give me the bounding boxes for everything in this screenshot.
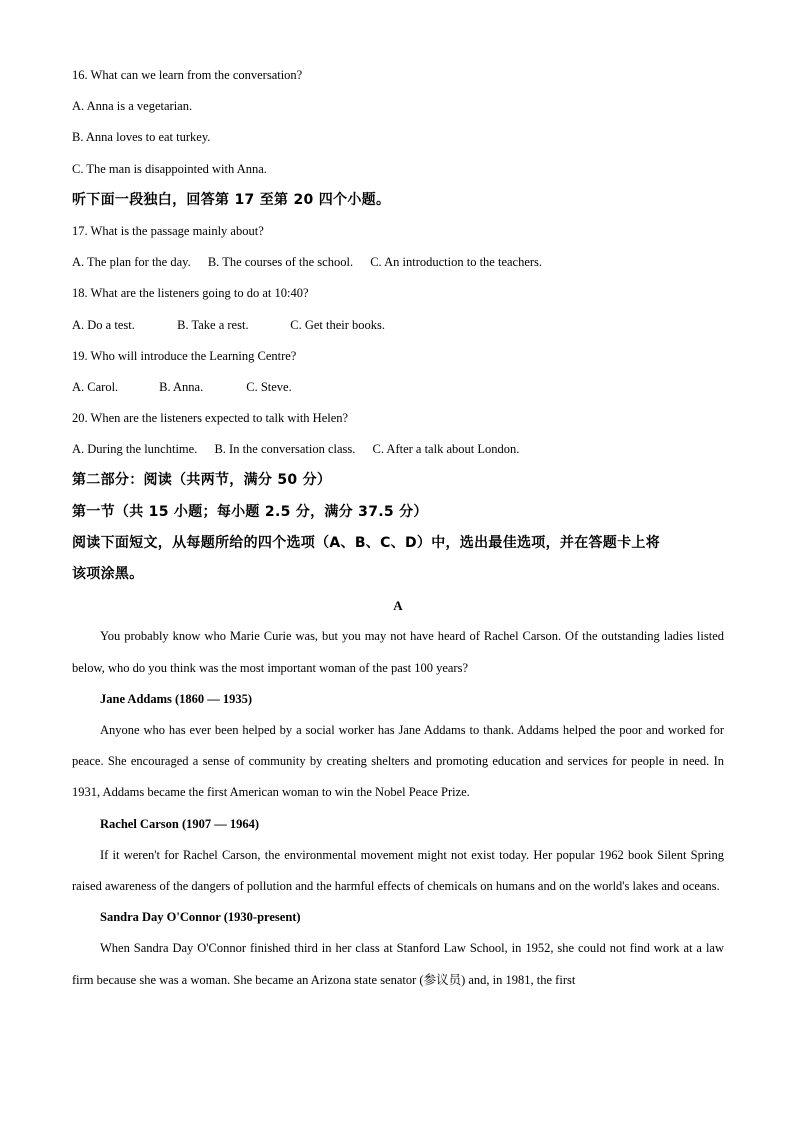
- q16-option-b: B. Anna loves to eat turkey.: [72, 130, 211, 145]
- q19-option-c: C. Steve.: [246, 379, 292, 394]
- reading-instruction-line1: 阅读下面短文，从每题所给的四个选项（A、B、C、D）中，选出最佳选项，并在答题卡上将: [72, 534, 660, 551]
- q20-option-b: B. In the conversation class.: [214, 442, 356, 457]
- question-17: 17. What is the passage mainly about?: [72, 223, 264, 238]
- q20-options: [72, 434, 724, 465]
- question-20: 20. When are the listeners expected to talk with Helen?: [72, 411, 349, 426]
- q18-option-c: C. Get their books.: [290, 317, 386, 332]
- carson-heading: Rachel Carson (1907 — 1964): [100, 816, 260, 831]
- monologue-instruction: 听下面一段独白，回答第 17 至第 20 四个小题。: [72, 191, 391, 208]
- q17-option-a: A. The plan for the day.: [72, 255, 191, 270]
- addams-heading: Jane Addams (1860 — 1935): [100, 691, 253, 706]
- q18-option-b: B. Take a rest.: [177, 317, 249, 332]
- question-18: 18. What are the listeners going to do at 10:40?: [72, 286, 309, 301]
- oconnor-text: When Sandra Day O'Connor finished third in her class at Stanford Law School, in 1952, she could not find work at a law firm because she was a woman. She became an Arizona state senator (参议员) and, in 1981, the first: [72, 941, 724, 987]
- passage-intro: You probably know who Marie Curie was, but you may not have heard of Rachel Carson. Of the outstanding ladies listed below, who do you think was the most important woman of the past 100 years?: [72, 629, 724, 675]
- q19-option-b: B. Anna.: [159, 379, 204, 394]
- q16-option-a: A. Anna is a vegetarian.: [72, 99, 193, 114]
- q17-option-b: B. The courses of the school.: [207, 255, 354, 270]
- oconnor-heading: Sandra Day O'Connor (1930-present): [100, 910, 301, 925]
- reading-instruction-line2: 该项涂黑。: [72, 566, 144, 582]
- q16-option-c: C. The man is disappointed with Anna.: [72, 161, 267, 176]
- q20-option-c: C. After a talk about London.: [372, 442, 520, 457]
- addams-text: Anyone who has ever been helped by a social worker has Jane Addams to thank. Addams helped the poor and worked for peace. She encouraged a sense of community by creating shelters and promoting education and services for people in need. In 1931, Addams became the first American woman to win the Nobel Peace Prize.: [72, 722, 724, 800]
- question-19: 19. Who will introduce the Learning Centre?: [72, 348, 297, 363]
- exam-page: [72, 60, 724, 996]
- passage-label: A: [393, 598, 403, 614]
- q18-options: [72, 310, 724, 341]
- q20-option-a: A. During the lunchtime.: [72, 442, 198, 457]
- part2-heading: 第二部分：阅读（共两节，满分 50 分）: [72, 472, 332, 489]
- section1-heading: 第一节（共 15 小题；每小题 2.5 分，满分 37.5 分）: [72, 503, 428, 520]
- carson-text: If it weren't for Rachel Carson, the environmental movement might not exist today. Her popular 1962 book Silent Spring raised awareness of the dangers of pollution and the harmful effects of chemicals on humans and on the world's lakes and oceans.: [72, 847, 724, 893]
- q17-options: [72, 247, 724, 278]
- q19-option-a: A. Carol.: [72, 379, 119, 394]
- q19-options: [72, 372, 724, 403]
- q17-option-c: C. An introduction to the teachers.: [370, 255, 543, 270]
- question-16: 16. What can we learn from the conversation?: [72, 68, 303, 82]
- q18-option-a: A. Do a test.: [72, 317, 135, 332]
